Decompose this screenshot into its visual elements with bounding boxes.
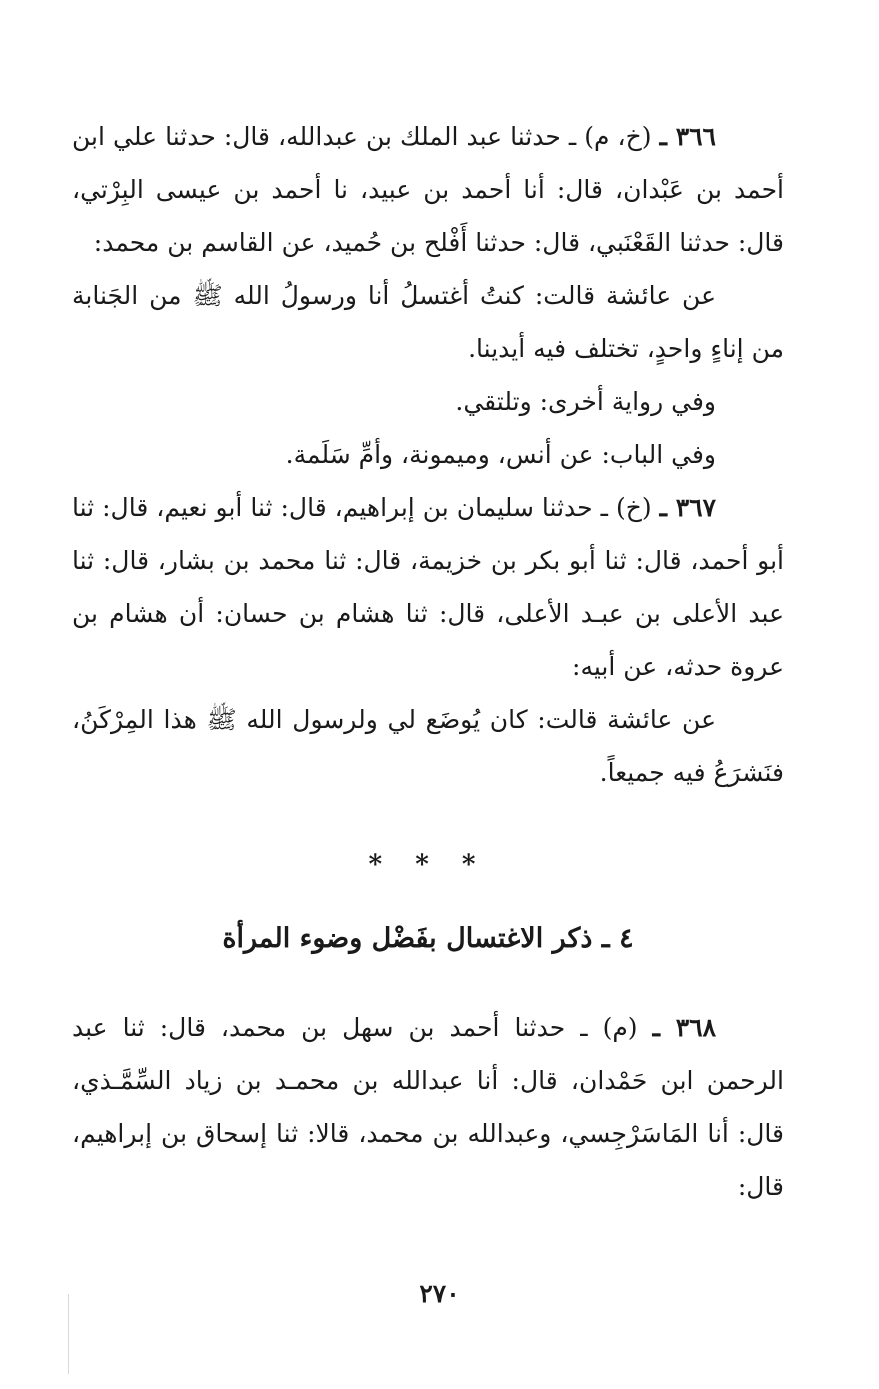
hadith-367-number: ٣٦٧ ـ	[659, 493, 717, 522]
hadith-368-isnad-text: (م) ـ حدثنا أحمد بن سهل بن محمد، قال: ثنا عبد الرحمن ابن حَمْدان، قال: أنا عبدالله بن محمـد بن زياد السِّمَّـذي، قال: أنا المَاسَرْجِسي، وعبدالله بن محمد، قالا: ثنا إسحاق بن إبراهيم، قال:	[72, 1013, 784, 1201]
hadith-368-number: ٣٦٨ ـ	[652, 1013, 717, 1042]
page-number: ٢٧٠	[419, 1279, 460, 1308]
hadith-366-isnad-text: (خ، م) ـ حدثنا عبد الملك بن عبدالله، قال: حدثنا علي ابن أحمد بن عَبْدان، قال: أنا أحمد بن عبيد، نا أحمد بن عيسى البِرْتي، قال: حدثنا القَعْنَبي، قال: حدثنا أَفْلح بن حُميد، عن القاسم بن محمد:	[72, 122, 784, 257]
hadith-366-chapter-note: وفي الباب: عن أنس، وميمونة، وأمِّ سَلَمة.	[285, 440, 716, 469]
hadith-368-isnad	[72, 1001, 784, 1213]
hadith-366-number: ٣٦٦ ـ	[659, 122, 716, 151]
page-body	[72, 110, 784, 1213]
section-separator: * * *	[368, 850, 488, 880]
hadith-366-matn: عن عائشة قالت: كنتُ أغتسلُ أنا ورسولُ الله ﷺ من الجَنابة من إناءٍ واحدٍ، تختلف فيه أيدينا.	[72, 281, 784, 363]
section-title: ٤ ـ ذكر الاغتسال بفَضْل وضوء المرأة	[222, 923, 634, 954]
hadith-366-isnad	[72, 110, 784, 269]
scan-artifact-line	[68, 1294, 69, 1374]
hadith-366-other-narration: وفي رواية أخرى: وتلتقي.	[455, 387, 716, 416]
hadith-367-isnad-text: (خ) ـ حدثنا سليمان بن إبراهيم، قال: ثنا أبو نعيم، قال: ثنا أبو أحمد، قال: ثنا أبو بكر بن خزيمة، قال: ثنا محمد بن بشار، قال: ثنا عبد الأعلى بن عبـد الأعلى، قال: ثنا هشام بن حسان: أن هشام بن عروة حدثه، عن أبيه:	[72, 493, 784, 681]
hadith-367-matn: عن عائشة قالت: كان يُوضَع لي ولرسول الله ﷺ هذا المِرْكَنُ، فنَشرَعُ فيه جميعاً.	[72, 705, 784, 787]
hadith-367-isnad	[72, 481, 784, 693]
